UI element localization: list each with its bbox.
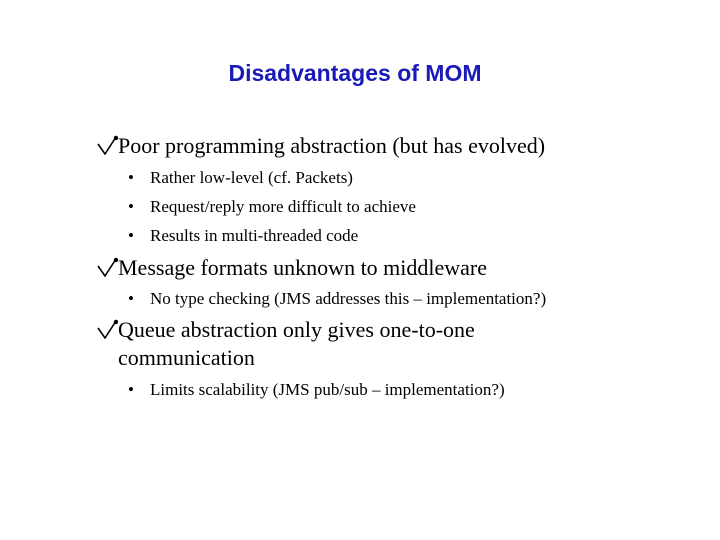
bullet-text: Poor programming abstraction (but has evolved) (118, 133, 546, 158)
sub-bullet-dot: • (128, 289, 134, 308)
bullet-text: Queue abstraction only gives one-to-one communication (118, 317, 475, 370)
sub-bullet-text: Request/reply more difficult to achieve (150, 197, 416, 216)
check-mark-icon (96, 135, 118, 157)
sub-bullet-dot: • (128, 380, 134, 399)
sub-bullet-text: Limits scalability (JMS pub/sub – implementation?) (150, 380, 505, 399)
sub-bullet-text: No type checking (JMS addresses this – implementation?) (150, 289, 547, 308)
sub-bullet-dot: • (128, 168, 134, 187)
check-mark-icon (96, 319, 118, 341)
slide-title: Disadvantages of MOM (228, 60, 482, 86)
sub-bullet-text: Rather low-level (cf. Packets) (150, 168, 353, 187)
sub-bullet-text: Results in multi-threaded code (150, 226, 359, 245)
sub-bullet-dot: • (128, 197, 134, 216)
check-mark-icon (96, 257, 118, 279)
bullet-text: Message formats unknown to middleware (118, 255, 488, 280)
sub-bullet-dot: • (128, 226, 134, 245)
